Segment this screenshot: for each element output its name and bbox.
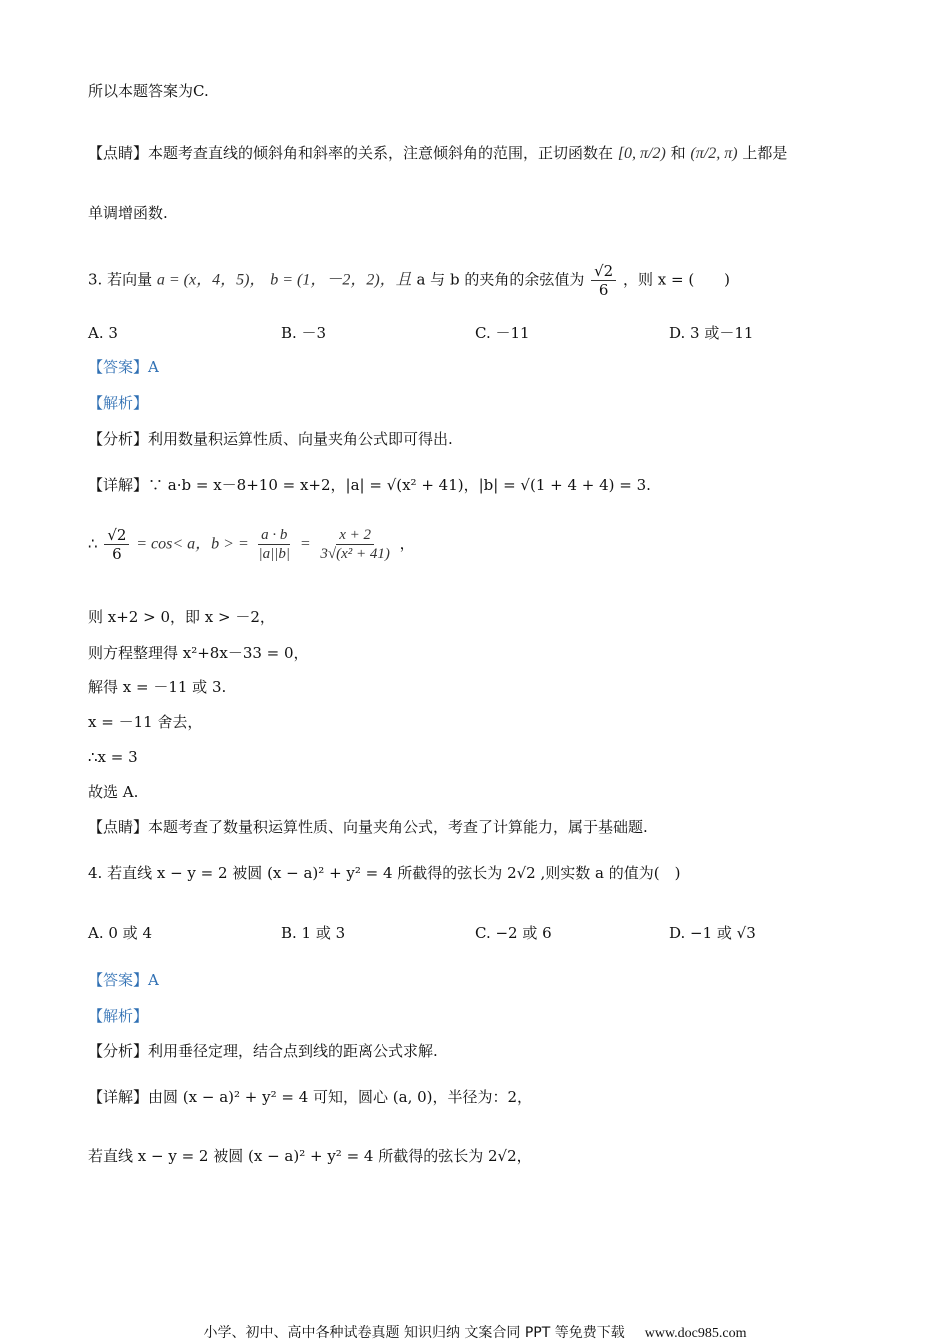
fraction-denominator: 6 <box>112 545 122 563</box>
comma: ， <box>399 534 415 553</box>
answer-label: 【答案】A <box>88 358 159 376</box>
fraction-denominator: 6 <box>598 281 609 299</box>
interval-1: [0, π/2) <box>617 145 666 162</box>
fenxi-line <box>88 428 453 450</box>
question-4: 4. 若直线 x − y = 2 被圆 (x − a)² + y² = 4 所截得的弦长为 2√2 ,则实数 a 的值为( ) <box>88 864 681 882</box>
text-line: 单调增函数. <box>88 204 168 222</box>
dianjing-tag: 【点睛】 <box>88 144 149 162</box>
footer-url[interactable]: www.doc985.com <box>644 1326 747 1341</box>
footer-text: 小学、初中、高中各种试卷真题 知识归纳 文案合同 PPT 等免费下载 <box>203 1325 625 1341</box>
analysis-label: 【解析】 <box>88 1007 149 1025</box>
xiangjie-tag: 【详解】 <box>88 1088 149 1106</box>
analysis-label: 【解析】 <box>88 394 149 412</box>
result-fraction <box>317 526 393 563</box>
option-a: A. 0 或 4 <box>88 924 152 942</box>
xiangjie-line <box>88 1086 532 1108</box>
question-end: ，则 x = ( ) <box>623 270 731 289</box>
text-line: 解得 x = －11 或 3. <box>88 678 227 696</box>
fraction-denominator: |a||b| <box>258 546 291 562</box>
xiangjie-text: 由圆 (x − a)² + y² = 4 可知，圆心 (a, 0)，半径为：2， <box>148 1088 533 1106</box>
dianjing-text-2: 上都是 <box>742 144 788 162</box>
equals-sign: = <box>299 535 311 553</box>
fraction-numerator: √2 <box>104 526 129 545</box>
dot-product-fraction <box>256 526 294 563</box>
xiangjie-line <box>88 474 651 496</box>
dianjing-text: 本题考查了数量积运算性质、向量夹角公式，考查了计算能力，属于基础题. <box>148 818 648 836</box>
fenxi-tag: 【分析】 <box>88 1042 149 1060</box>
vector-b: b = (1，－2，2)，且 <box>270 271 412 289</box>
xiangjie-text: ∵ a·b = x－8+10 = x+2，|a| = √(x² + 41)，|b| = √(1 + 4 + 4) = 3. <box>148 476 651 494</box>
text-line: ∴x = 3 <box>88 748 138 766</box>
text-line: 则方程整理得 x²+8x－33 = 0， <box>88 644 309 662</box>
page-footer <box>0 1322 950 1342</box>
option-c: C. −2 或 6 <box>475 924 552 942</box>
dianjing-line <box>88 816 648 838</box>
option-b: B. －3 <box>281 324 327 342</box>
text-line: x = －11 舍去， <box>88 713 203 731</box>
option-a: A. 3 <box>88 324 118 342</box>
fraction-numerator: a · b <box>258 526 290 545</box>
fenxi-text: 利用数量积运算性质、向量夹角公式即可得出. <box>148 430 453 448</box>
text-line: 若直线 x − y = 2 被圆 (x − a)² + y² = 4 所截得的弦长为 2√2， <box>88 1147 532 1165</box>
question-3 <box>88 262 730 299</box>
dianjing-paragraph <box>88 142 787 165</box>
fenxi-tag: 【分析】 <box>88 430 149 448</box>
question-text: a 与 b 的夹角的余弦值为 <box>416 270 585 289</box>
text-line: 所以本题答案为C. <box>88 82 209 100</box>
therefore-symbol: ∴ <box>88 534 98 553</box>
option-d: D. −1 或 √3 <box>669 924 756 942</box>
fraction-numerator: √2 <box>591 262 616 281</box>
text-line: 则 x+2 > 0，即 x > －2， <box>88 608 275 626</box>
dianjing-text: 本题考查直线的倾斜角和斜率的关系，注意倾斜角的范围，正切函数在 <box>148 144 614 162</box>
question-number: 3. 若向量 <box>88 270 153 289</box>
answer-label: 【答案】A <box>88 971 159 989</box>
option-b: B. 1 或 3 <box>281 924 346 942</box>
fraction-denominator: 3√(x² + 41) <box>320 546 390 562</box>
conjunction: 和 <box>670 144 686 162</box>
dianjing-tag: 【点睛】 <box>88 818 149 836</box>
xiangjie-tag: 【详解】 <box>88 476 149 494</box>
fraction-numerator: x + 2 <box>336 526 374 545</box>
fenxi-text: 利用垂径定理，结合点到线的距离公式求解. <box>148 1042 438 1060</box>
cos-expression: = cos< a，b > = <box>136 535 249 553</box>
cosine-equation <box>88 526 415 563</box>
interval-2: (π/2, π) <box>690 145 738 162</box>
cos-lhs-fraction <box>104 526 129 563</box>
option-c: C. －11 <box>475 324 530 342</box>
cosine-fraction <box>591 262 616 299</box>
option-d: D. 3 或－11 <box>669 324 754 342</box>
text-line: 故选 A. <box>88 783 139 801</box>
vector-a: a = (x，4，5)， <box>156 271 266 289</box>
fenxi-line <box>88 1040 438 1062</box>
